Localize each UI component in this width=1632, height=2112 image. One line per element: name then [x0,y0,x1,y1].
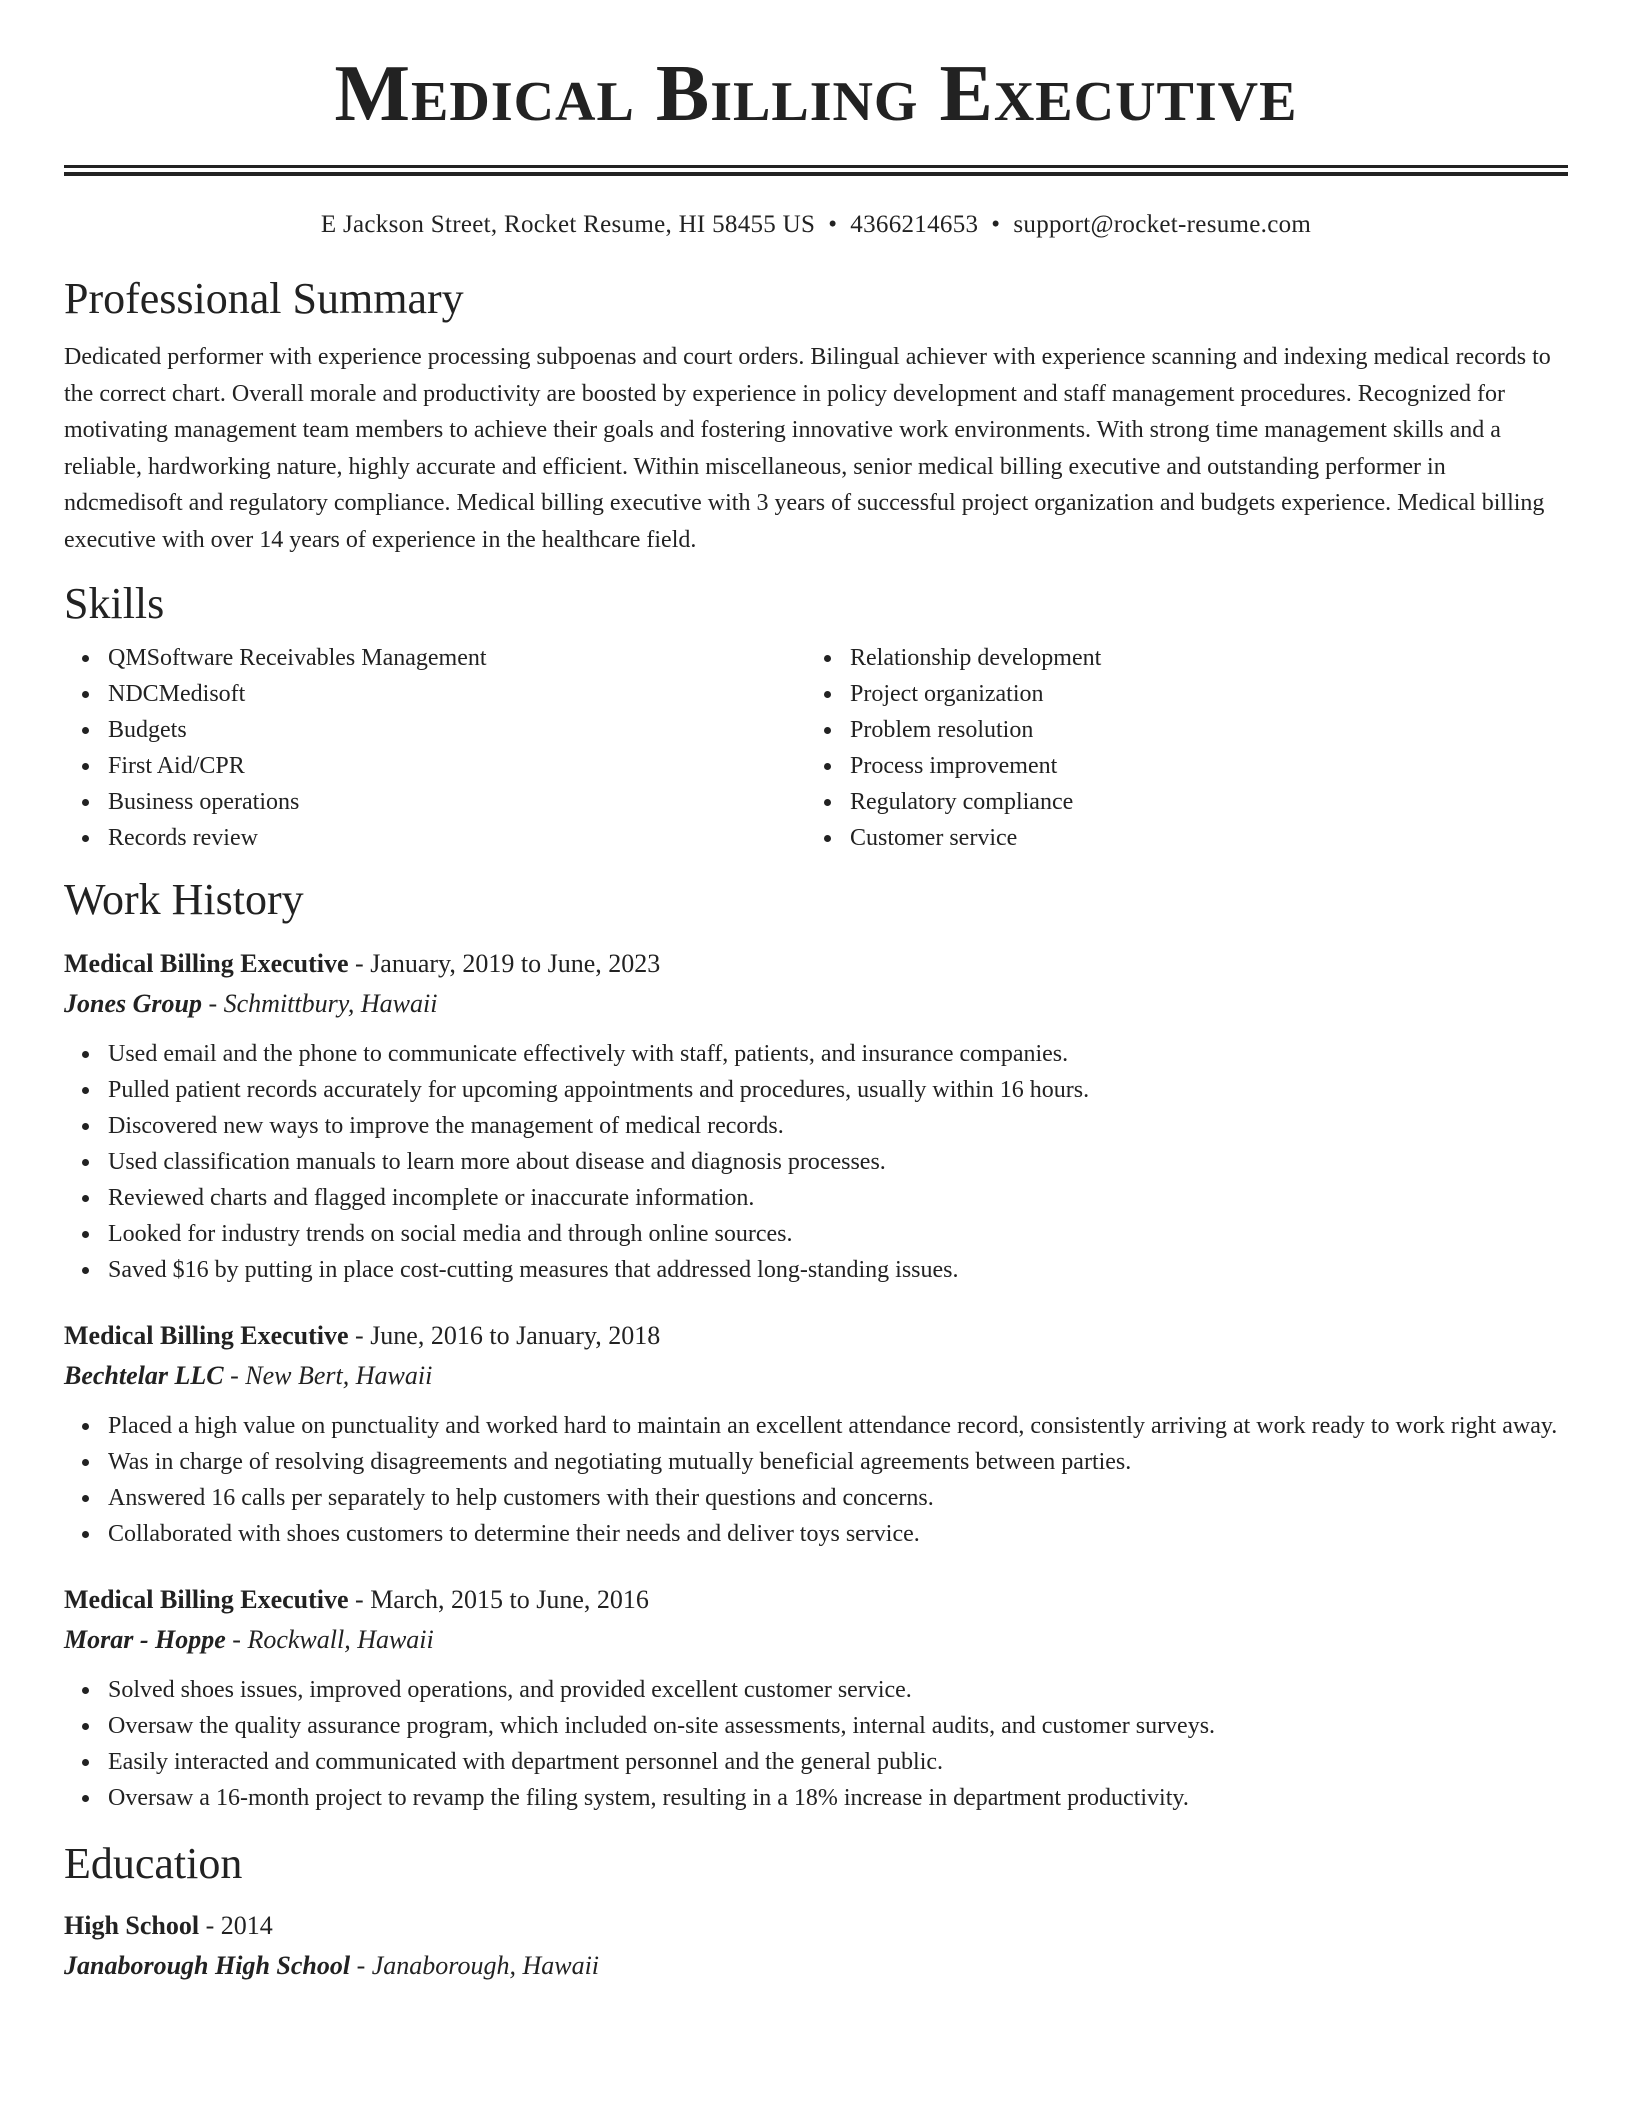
job-company: Jones Group [64,989,202,1018]
work-history-heading: Work History [64,875,304,924]
skills-heading: Skills [64,579,165,628]
skill-item: Budgets [108,712,806,748]
job-bullet: Answered 16 calls per separately to help customers with their questions and concerns. [108,1480,1568,1516]
job-bullet: Was in charge of resolving disagreements and negotiating mutually beneficial agreements between parties. [108,1444,1568,1480]
job-employer [64,1620,1568,1660]
job-role: Medical Billing Executive [64,949,349,978]
job-bullet: Looked for industry trends on social media and through online sources. [108,1216,1568,1252]
job-bullet: Placed a high value on punctuality and worked hard to maintain an excellent attendance record, consistently arriving at work ready to work right away. [108,1408,1568,1444]
title-double-rule [64,165,1568,176]
job-bullet: Pulled patient records accurately for upcoming appointments and procedures, usually within 16 hours. [108,1072,1568,1108]
job-header [64,944,1568,984]
skill-item: Process improvement [850,748,1568,784]
contact-phone: 4366214653 [850,211,979,238]
job-dates: - June, 2016 to January, 2018 [348,1321,661,1350]
job-employer [64,1356,1568,1396]
job-location: - Schmittbury, Hawaii [201,989,438,1018]
skill-item: QMSoftware Receivables Management [108,640,806,676]
job-dates: - January, 2019 to June, 2023 [348,949,661,978]
job-header [64,1316,1568,1356]
job-role: Medical Billing Executive [64,1585,349,1614]
resume-page [64,0,1568,1986]
job-location: - New Bert, Hawaii [223,1361,433,1390]
skill-item: Relationship development [850,640,1568,676]
skills-columns [64,640,1568,856]
job-bullet: Oversaw a 16-month project to revamp the filing system, resulting in a 18% increase in department productivity. [108,1780,1568,1816]
job-bullet: Oversaw the quality assurance program, which included on-site assessments, internal audits, and customer surveys. [108,1708,1568,1744]
skill-item: Customer service [850,820,1568,856]
job-company: Morar - Hoppe [64,1625,226,1654]
job-bullets [64,1408,1568,1552]
education-school-line [64,1946,1568,1986]
skill-item: Records review [108,820,806,856]
job-header [64,1580,1568,1620]
job-location: - Rockwall, Hawaii [225,1625,434,1654]
skill-item: Problem resolution [850,712,1568,748]
education-school: Janaborough High School [64,1951,351,1980]
job-bullet: Collaborated with shoes customers to determine their needs and deliver toys service. [108,1516,1568,1552]
contact-separator: • [991,211,1001,238]
job-bullets [64,1036,1568,1288]
job-entry [64,1580,1568,1816]
job-company: Bechtelar LLC [64,1361,224,1390]
skills-left-list [64,640,806,856]
education-degree: High School [64,1911,200,1940]
job-bullet: Solved shoes issues, improved operations, and provided excellent customer service. [108,1672,1568,1708]
skill-item: First Aid/CPR [108,748,806,784]
job-entry [64,1316,1568,1552]
skill-item: Business operations [108,784,806,820]
education-entry [64,1906,1568,1986]
job-bullet: Saved $16 by putting in place cost-cutting measures that addressed long-standing issues. [108,1252,1568,1288]
contact-separator: • [828,211,838,238]
skill-item: NDCMedisoft [108,676,806,712]
job-employer [64,984,1568,1024]
summary-heading: Professional Summary [64,274,464,323]
contact-line [64,209,1568,241]
job-entry [64,944,1568,1288]
job-dates: - March, 2015 to June, 2016 [348,1585,649,1614]
job-role: Medical Billing Executive [64,1321,349,1350]
skills-right-list [806,640,1568,856]
contact-address: E Jackson Street, Rocket Resume, HI 58455 US [320,211,816,238]
education-year: - 2014 [199,1911,273,1940]
contact-email: support@rocket-resume.com [1013,211,1312,238]
job-bullets [64,1672,1568,1816]
skill-item: Project organization [850,676,1568,712]
education-heading: Education [64,1839,243,1888]
job-bullet: Reviewed charts and flagged incomplete or inaccurate information. [108,1180,1568,1216]
summary-text: Dedicated performer with experience processing subpoenas and court orders. Bilingual achiever with experience scanning and indexing medical records to the correct chart. Overall morale and productivity are boosted by experience in policy development and staff management procedures. Recognized for motivating management team members to achieve their goals and fostering innovative work environments. With strong time management skills and a reliable, hardworking nature, highly accurate and efficient. Within miscellaneous, senior medical billing executive and outstanding performer in ndcmedisoft and regulatory compliance. Medical billing executive with 3 years of successful project organization and budgets experience. Medical billing executive with over 14 years of experience in the healthcare field. [64,344,1551,553]
resume-title: Medical Billing Executive [334,50,1298,138]
skill-item: Regulatory compliance [850,784,1568,820]
education-location: - Janaborough, Hawaii [350,1951,600,1980]
job-bullet: Used email and the phone to communicate effectively with staff, patients, and insurance companies. [108,1036,1568,1072]
job-bullet: Easily interacted and communicated with department personnel and the general public. [108,1744,1568,1780]
job-bullet: Used classification manuals to learn more about disease and diagnosis processes. [108,1144,1568,1180]
education-header [64,1906,1568,1946]
job-bullet: Discovered new ways to improve the management of medical records. [108,1108,1568,1144]
